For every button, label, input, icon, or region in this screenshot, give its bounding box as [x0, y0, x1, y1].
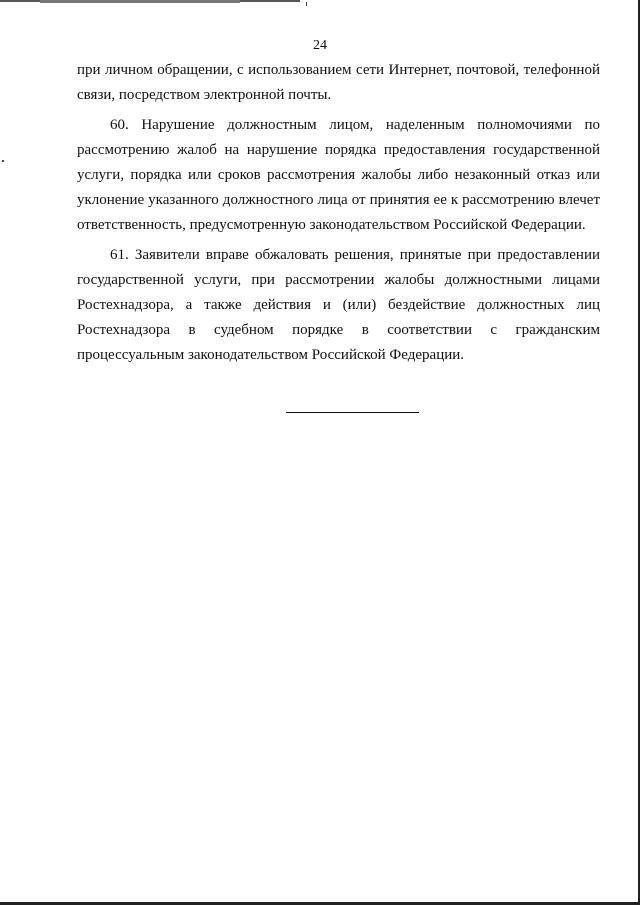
scan-speck — [2, 160, 4, 162]
page-number: 24 — [313, 38, 327, 53]
scan-edge-top-mark — [40, 0, 240, 3]
paragraph-item-61: 61. Заявители вправе обжаловать решения, принятые при предоставлении государственной услуги, при рассмотрении жалобы должностными лицами Ростехнадзора, а также действия и (или) бездействие должностных лиц Ростехнадзора в судебном порядке в соответствии с гражданским процессуальным законодательством Российской Федерации. — [77, 247, 600, 363]
document-body — [77, 58, 600, 368]
paragraph-item-60: 60. Нарушение должностным лицом, наделенным полномочиями по рассмотрению жалоб на нарушение порядка предоставления государственной услуги, порядка или сроков рассмотрения жалобы либо незаконный отказ или уклонение указанного должностного лица от принятия ее к рассмотрению влечет ответственность, предусмотренную законодательством Российской Федерации. — [77, 117, 600, 233]
paragraph-continuation: при личном обращении, с использованием сети Интернет, почтовой, телефонной связи, посредством электронной почты. — [77, 62, 600, 103]
scan-speck — [306, 2, 307, 6]
end-of-text-rule — [286, 412, 419, 413]
